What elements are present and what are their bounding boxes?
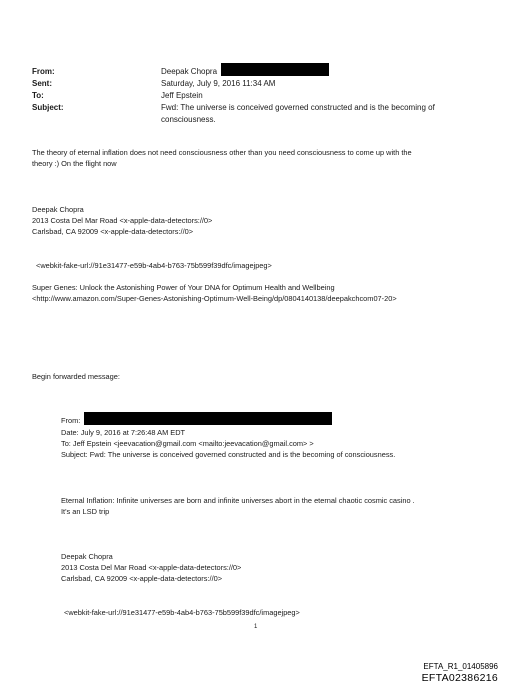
fwd-message-line2: It's an LSD trip	[61, 507, 110, 516]
forward-intro: Begin forwarded message:	[32, 372, 120, 381]
book-link[interactable]: <http://www.amazon.com/Super-Genes-Astonishing-Optimum-Well-Being/dp/0804140138/deepakchcom07-20>	[32, 294, 397, 303]
fwd-image-reference: <webkit-fake-url://91e31477-e59b-4ab4-b763-75b599f39dfc/imagejpeg>	[64, 608, 300, 617]
message-line1: The theory of eternal inflation does not need consciousness other than you need consciousness to come up with the	[32, 148, 412, 157]
book-title: Super Genes: Unlock the Astonishing Power of Your DNA for Optimum Health and Wellbeing	[32, 283, 335, 292]
subject-label: Subject:	[32, 103, 64, 112]
to-value: Jeff Epstein	[161, 91, 203, 100]
bates-number-2: EFTA02386216	[421, 672, 498, 684]
subject-value-line1: Fwd: The universe is conceived governed constructed and is the becoming of	[161, 103, 435, 112]
signature-address1: 2013 Costa Del Mar Road <x-apple-data-detectors://0>	[32, 216, 213, 225]
to-label: To:	[32, 91, 44, 100]
from-value: Deepak Chopra	[161, 67, 218, 76]
page-number: 1	[254, 624, 258, 630]
sent-value: Saturday, July 9, 2016 11:34 AM	[161, 79, 276, 88]
redaction-bar	[221, 63, 329, 76]
redaction-bar	[84, 412, 332, 425]
sent-label: Sent:	[32, 79, 52, 88]
subject-value-line2: consciousness.	[161, 115, 216, 124]
fwd-message-line1: Eternal Inflation: Infinite universes are born and infinite universes abort in the eternal chaotic cosmic casino .	[61, 496, 415, 505]
signature-name: Deepak Chopra	[32, 205, 84, 214]
fwd-signature-name: Deepak Chopra	[61, 552, 113, 561]
bates-number-1: EFTA_R1_01405896	[423, 662, 498, 671]
image-reference: <webkit-fake-url://91e31477-e59b-4ab4-b763-75b599f39dfc/imagejpeg>	[36, 261, 272, 270]
fwd-to: To: Jeff Epstein <jeevacation@gmail.com <mailto:jeevacation@gmail.com> >	[61, 439, 314, 448]
fwd-subject: Subject: Fwd: The universe is conceived governed constructed and is the becoming of consciousness.	[61, 450, 396, 459]
fwd-signature-address2: Carlsbad, CA 92009 <x-apple-data-detectors://0>	[61, 574, 223, 583]
fwd-date: Date: July 9, 2016 at 7:26:48 AM EDT	[61, 428, 186, 437]
fwd-signature-address1: 2013 Costa Del Mar Road <x-apple-data-detectors://0>	[61, 563, 242, 572]
signature-address2: Carlsbad, CA 92009 <x-apple-data-detectors://0>	[32, 227, 194, 236]
fwd-from-label: From:	[61, 416, 81, 425]
from-label: From:	[32, 67, 55, 76]
message-line2: theory :) On the flight now	[32, 159, 117, 168]
